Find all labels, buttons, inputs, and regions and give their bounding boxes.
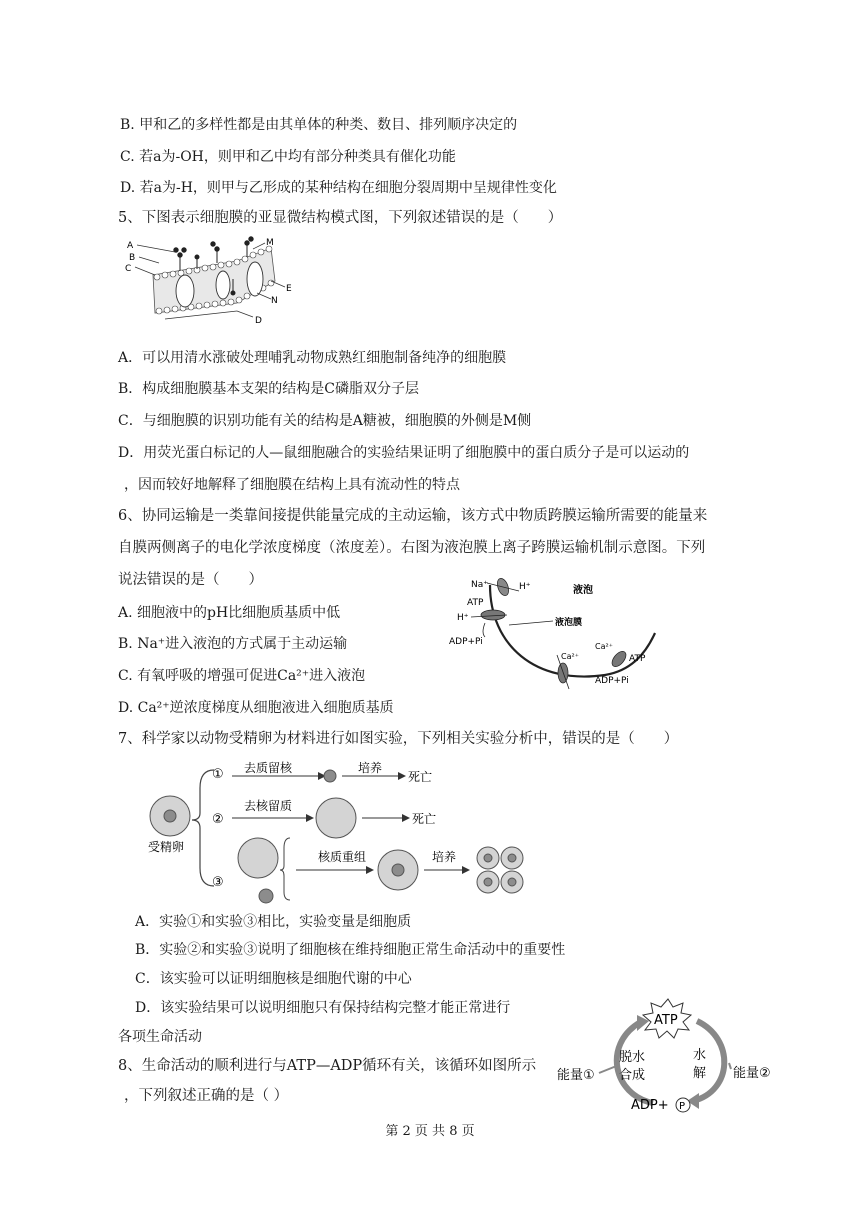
synthesis-label-2: 合成 [619,1068,646,1083]
q7-option-d-cont: 各项生命活动 [118,1029,202,1045]
label-b: B [129,253,136,263]
step-3: ③ [212,875,224,890]
page-footer: 第 2 页 共 8 页 [385,1124,475,1139]
q8-stem-1: 8、生命活动的顺利进行与ATP—ADP循环有关，该循环如图所示 [118,1058,537,1074]
membrane-label: 液泡膜 [555,618,583,628]
label-c: C [125,264,132,274]
row2-death: 死亡 [412,812,437,826]
egg-label: 受精卵 [148,840,185,854]
row1-step: 去质留核 [244,761,293,775]
phosphate-text: P [679,1101,686,1112]
q5-stem: 5、下图表示细胞膜的亚显微结构模式图，下列叙述错误的是（ ） [118,210,563,226]
q8-stem-2: ，下列叙述正确的是（ ） [124,1088,289,1104]
atp-label-2: ATP [629,654,646,664]
atp-adp-cycle-figure [553,995,788,1117]
q7-option-b: B．实验②和实验③说明了细胞核在维持细胞正常生命活动中的重要性 [135,942,566,958]
q4-option-b: B. 甲和乙的多样性都是由其单体的种类、数目、排列顺序决定的 [120,117,518,133]
q5-option-b: B．构成细胞膜基本支架的结构是C磷脂双分子层 [118,381,419,397]
step-1: ① [212,767,224,782]
q6-stem-3: 说法错误的是（ ） [118,572,263,588]
q6-stem-1: 6、协同运输是一类靠间接提供能量完成的主动运输，该方式中物质跨膜运输所需要的能量来 [118,508,708,524]
q7-stem: 7、科学家以动物受精卵为材料进行如图实验，下列相关实验分析中，错误的是（ ） [118,731,679,747]
h-label-2: H⁺ [457,613,469,623]
q5-option-d: D．用荧光蛋白标记的人—鼠细胞融合的实验结果证明了细胞膜中的蛋白质分子是可以运动的 [118,445,690,461]
adp-text: ADP+ [631,1098,669,1113]
label-a: A [127,241,134,251]
row3-culture: 培养 [432,850,457,864]
row1-death: 死亡 [408,770,433,784]
adp-label-1: ADP+Pi [449,637,483,647]
atp-label-1: ATP [467,598,484,608]
label-e: E [286,284,292,294]
q6-stem-2: 自膜两侧离子的电化学浓度梯度（浓度差）。右图为液泡膜上离子跨膜运输机制示意图。下列 [118,540,706,556]
h-label-1: H⁺ [519,582,531,592]
row1-culture: 培养 [358,761,383,775]
label-m: M [266,238,274,248]
fertilized-egg-experiment-figure [140,758,560,908]
q7-option-c: C．该实验可以证明细胞核是细胞代谢的中心 [135,971,412,987]
label-d: D [255,316,262,326]
vacuole-label: 液泡 [573,585,593,596]
synthesis-label-1: 脱水 [619,1050,646,1065]
q7-option-a: A．实验①和实验③相比，实验变量是细胞质 [135,914,412,930]
q4-option-d: D. 若a为-H，则甲与乙形成的某种结构在细胞分裂周期中呈规律性变化 [120,180,557,196]
ca-label-1: Ca²⁺ [561,652,579,661]
q5-option-a: A．可以用清水涨破处理哺乳动物成熟红细胞制备纯净的细胞膜 [118,350,507,366]
label-n: N [271,296,278,306]
energy-1-label: 能量① [557,1068,595,1083]
adp-label-2: ADP+Pi [595,676,629,686]
row2-step: 去核留质 [244,799,293,813]
na-label: Na⁺ [471,580,488,590]
hydrolysis-label-1: 水 [693,1048,707,1063]
q6-option-d: D. Ca²⁺逆浓度梯度从细胞液进入细胞质基质 [118,700,394,716]
vacuole-membrane-figure [445,575,675,695]
step-2: ② [212,812,224,827]
q4-option-c: C. 若a为-OH，则甲和乙中均有部分种类具有催化功能 [120,149,456,165]
q6-option-c: C. 有氧呼吸的增强可促进Ca²⁺进入液泡 [118,668,366,684]
hydrolysis-label-2: 解 [693,1066,707,1081]
q7-option-d: D．该实验结果可以说明细胞只有保持结构完整才能正常进行 [135,1000,511,1016]
cell-membrane-figure [125,233,300,333]
atp-text: ATP [654,1013,678,1028]
q5-option-d-cont: ，因而较好地解释了细胞膜在结构上具有流动性的特点 [124,477,460,493]
q6-option-a: A. 细胞液中的pH比细胞质基质中低 [118,605,341,621]
q6-option-b: B. Na⁺进入液泡的方式属于主动运输 [118,636,348,652]
ca-label-2: Ca²⁺ [595,642,613,651]
energy-2-label: 能量② [733,1066,771,1081]
q5-option-c: C．与细胞膜的识别功能有关的结构是A糖被，细胞膜的外侧是M侧 [118,413,532,429]
row3-step: 核质重组 [318,850,367,864]
